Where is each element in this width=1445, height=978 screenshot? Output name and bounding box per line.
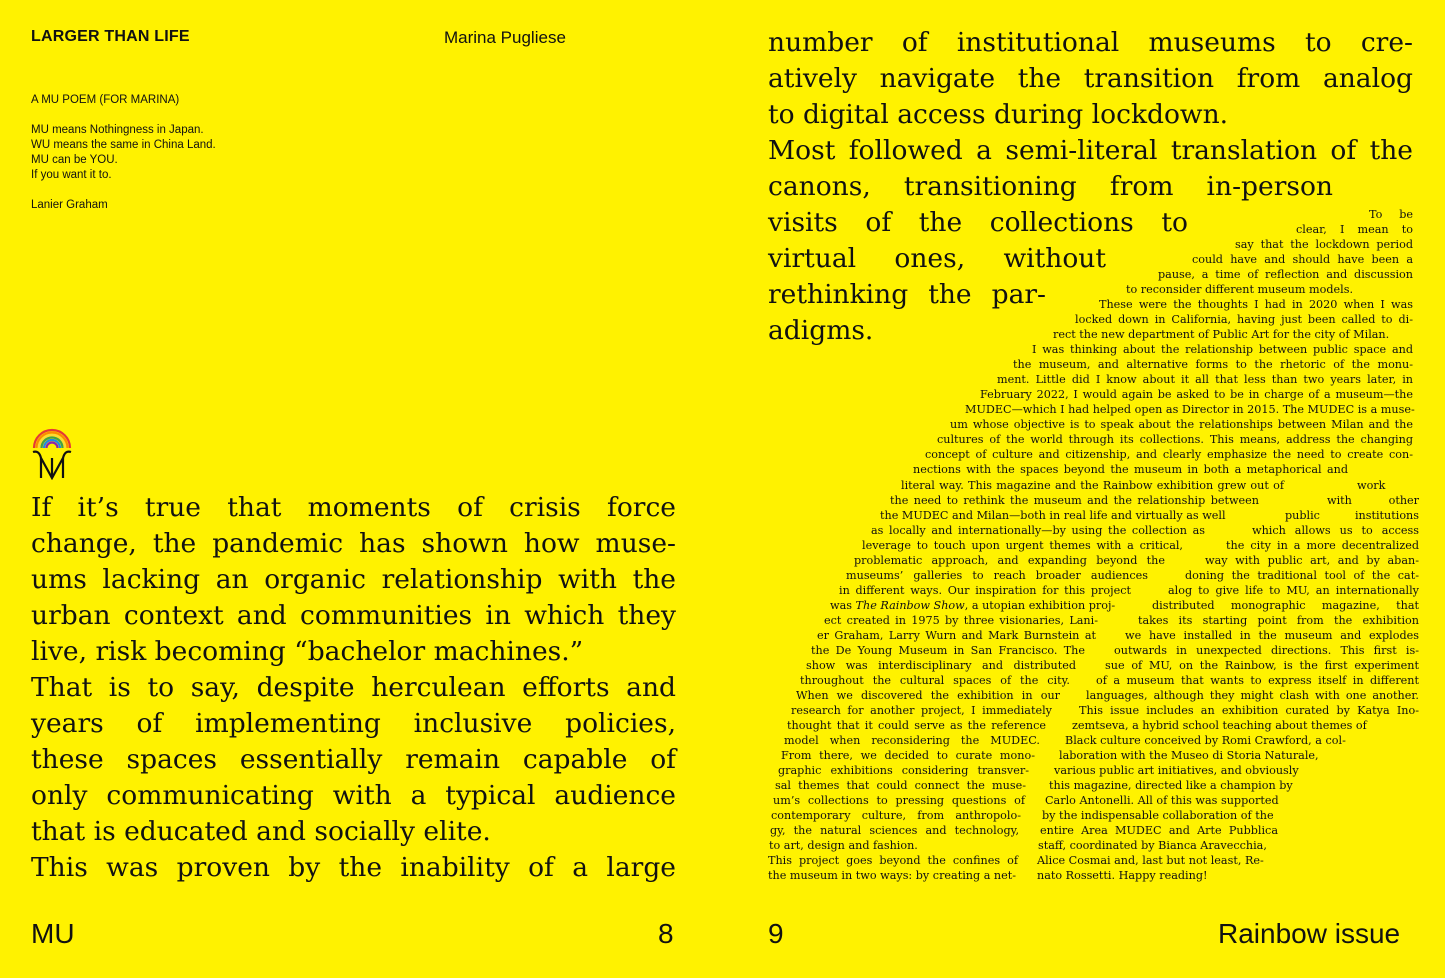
body-line: This project goes beyond the confines of	[768, 854, 1018, 867]
body-line: laboration with the Museo di Storia Naturale,	[1059, 749, 1319, 762]
body-line: leverage to touch upon urgent themes with a critical,	[862, 539, 1183, 552]
body-line: of a museum that wants to express itself in different	[1096, 674, 1419, 687]
body-line: pause, a time of reflection and discussion	[1158, 268, 1413, 281]
body-line: distributed monographic magazine, that	[1152, 599, 1419, 612]
body-line: the museum in two ways: by creating a net-	[768, 869, 1017, 882]
mu-rainbow-logo-icon	[30, 424, 74, 480]
lead-line: visits of the collections to	[768, 207, 1188, 238]
body-line: thought that it could serve as the reference	[787, 719, 1046, 732]
lead-line: That is to say, despite herculean efforts and	[31, 672, 676, 703]
lead-line: years of implementing inclusive policies,	[31, 708, 676, 739]
body-line: by the indispensable collaboration of the	[1042, 809, 1274, 822]
section-title: LARGER THAN LIFE	[31, 28, 190, 45]
body-line: um’s collections to pressing questions of	[773, 794, 1025, 807]
body-line: research for another project, I immediately	[791, 704, 1052, 717]
lead-line: ums lacking an organic relationship with the	[31, 564, 676, 595]
body-line: various public art initiatives, and obviously	[1054, 764, 1299, 777]
lead-line: change, the pandemic has shown how muse-	[31, 528, 676, 559]
body-line: the De Young Museum in San Francisco. The	[811, 644, 1085, 657]
body-line: takes its starting point from the exhibition	[1138, 614, 1419, 627]
body-line: show was interdisciplinary and distributed	[806, 659, 1076, 672]
body-line: with other	[1327, 494, 1419, 507]
poem	[31, 93, 331, 213]
lead-line: rethinking the par-	[768, 279, 1046, 310]
exhibition-title: The Rainbow Show	[855, 599, 965, 612]
body-column-c	[1030, 478, 1419, 883]
body-line: Carlo Antonelli. All of this was supported	[1045, 794, 1279, 807]
body-line: was The Rainbow Show, a utopian exhibition proj-	[830, 599, 1116, 612]
lead-line: If it’s true that moments of crisis force	[31, 492, 676, 523]
body-line: This issue includes an exhibition curated by Katya Ino-	[1079, 704, 1419, 717]
lead-line: adigms.	[768, 315, 874, 346]
body-line: the city in a more decentralized	[1226, 539, 1419, 552]
body-line: literal way. This magazine and the Rainbow exhibition grew out of	[901, 479, 1284, 492]
body-line: These were the thoughts I had in 2020 when I was	[1099, 298, 1413, 311]
footer-page-number-right: 9	[768, 918, 784, 949]
lead-line: virtual ones, without	[768, 243, 1106, 274]
body-line: nections with the spaces beyond the museum in both a metaphorical and	[913, 463, 1348, 476]
body-line: public institutions	[1285, 509, 1419, 522]
body-line: model when reconsidering the MUDEC.	[784, 734, 1040, 747]
body-line: concept of culture and citizenship, and clearly emphasize the need to create con-	[925, 448, 1413, 461]
body-line: this magazine, directed like a champion by	[1049, 779, 1293, 792]
body-line: languages, although they might clash with one another.	[1086, 689, 1419, 702]
body-line: To be	[1369, 208, 1413, 221]
lead-line: urban context and communities in which they	[31, 600, 676, 631]
body-line: museums’ galleries to reach broader audiences	[846, 569, 1148, 582]
lead-line: atively navigate the transition from analog	[768, 63, 1413, 94]
lead-text-left	[31, 490, 676, 886]
body-line: nato Rossetti. Happy reading!	[1037, 869, 1208, 882]
poem-line: If you want it to.	[31, 169, 112, 181]
lead-line: that is educated and socially elite.	[31, 816, 491, 847]
body-line: the museum, and alternative forms to the rhetoric of the monu-	[1013, 358, 1413, 371]
body-line: alog to give life to MU, an internationally	[1168, 584, 1419, 597]
lead-line: live, risk becoming “bachelor machines.”	[31, 636, 584, 667]
lead-line: Most followed a semi-literal translation of the	[768, 135, 1413, 166]
body-line: problematic approach, and expanding beyond the	[854, 554, 1165, 567]
lead-line: these spaces essentially remain capable of	[31, 744, 676, 775]
body-line: gy, the natural sciences and technology,	[770, 824, 1019, 837]
lead-line: only communicating with a typical audience	[31, 780, 676, 811]
body-line: outwards in unexpected directions. This first is-	[1114, 644, 1419, 657]
body-line: When we discovered the exhibition in our	[796, 689, 1060, 702]
body-line: the need to rethink the museum and the relationship between	[890, 494, 1259, 507]
body-line: contemporary culture, from anthropolo-	[771, 809, 1021, 822]
lead-line: canons, transitioning from in-person	[768, 171, 1333, 202]
poem-line: MU can be YOU.	[31, 154, 118, 166]
body-line: Alice Cosmai and, last but not least, Re-	[1037, 854, 1264, 867]
poem-line: WU means the same in China Land.	[31, 139, 216, 151]
body-line: From there, we decided to curate mono-	[781, 749, 1035, 762]
body-line: the MUDEC and Milan—both in real life and virtually as well	[880, 509, 1226, 522]
body-line: to art, design and fashion.	[769, 839, 918, 852]
body-line: throughout the cultural spaces of the city.	[800, 674, 1070, 687]
body-line: sue of MU, on the Rainbow, is the first experiment	[1105, 659, 1419, 672]
body-line: clear, I mean to	[1296, 223, 1413, 236]
poem-line: MU means Nothingness in Japan.	[31, 124, 204, 136]
body-line: to reconsider different museum models.	[1126, 283, 1354, 296]
body-line: say that the lockdown period	[1235, 238, 1413, 251]
body-line: in different ways. Our inspiration for this project	[839, 584, 1131, 597]
author-name: Marina Pugliese	[444, 28, 566, 47]
body-line: February 2022, I would again be asked to be in charge of a museum—the	[980, 388, 1413, 401]
body-line: staff, coordinated by Bianca Aravecchia,	[1038, 839, 1267, 852]
poem-attribution: Lanier Graham	[31, 199, 108, 211]
body-line: rect the new department of Public Art for the city of Milan.	[1053, 328, 1390, 341]
body-line: I was thinking about the relationship between public space and	[1032, 343, 1413, 356]
body-line: ect created in 1975 by three visionaries, Lani-	[824, 614, 1098, 627]
lead-line: to digital access during lockdown.	[768, 99, 1229, 130]
body-line: um whose objective is to speak about the relationships between Milan and the	[950, 418, 1413, 431]
body-line: graphic exhibitions considering transver-	[778, 764, 1029, 777]
body-line: we have installed in the museum and explodes	[1125, 629, 1419, 642]
footer-magazine-name: MU	[31, 918, 75, 949]
body-line: Black culture conceived by Romi Crawford, a col-	[1065, 734, 1346, 747]
body-line: doning the traditional tool of the cat-	[1185, 569, 1419, 582]
body-line: work	[1357, 479, 1386, 492]
footer-page-number-left: 8	[658, 918, 674, 949]
body-line: sal themes that could connect the muse-	[775, 779, 1026, 792]
body-line: MUDEC—which I had helped open as Director in 2015. The MUDEC is a muse-	[965, 403, 1415, 416]
body-line: cultures of the world through its collections. This means, address the changing	[937, 433, 1413, 446]
body-line: er Graham, Larry Wurn and Mark Burnstein at	[817, 629, 1096, 642]
body-line: way with public art, and by aban-	[1205, 554, 1419, 567]
body-line: zemtseva, a hybrid school teaching about themes of	[1072, 719, 1367, 732]
lead-line: number of institutional museums to cre-	[768, 27, 1413, 58]
footer-issue-name: Rainbow issue	[1218, 918, 1401, 949]
poem-title: A MU POEM (FOR MARINA)	[31, 94, 180, 106]
body-line: which allows us to access	[1252, 524, 1419, 537]
body-line: as locally and internationally—by using the collection as	[871, 524, 1205, 537]
lead-line: This was proven by the inability of a large	[31, 852, 676, 883]
body-line: locked down in California, having just been called to di-	[1075, 313, 1413, 326]
body-line: could have and should have been a	[1192, 253, 1413, 266]
body-line: entire Area MUDEC and Arte Pubblica	[1040, 824, 1278, 837]
body-line: ment. Little did I know about it all that less than two years later, in	[997, 373, 1413, 386]
